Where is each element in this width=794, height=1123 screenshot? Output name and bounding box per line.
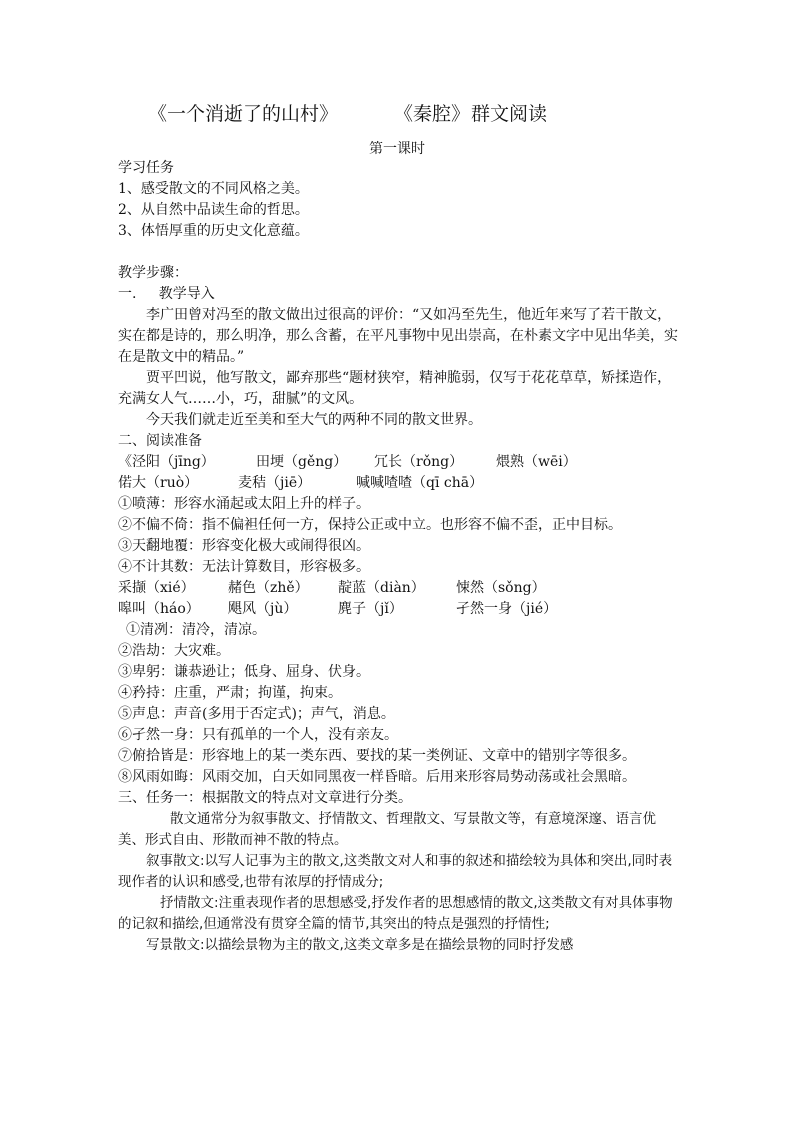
pinyin-item: 飓风（jù） bbox=[228, 601, 298, 617]
intro-paragraph-1: 李广田曾对冯至的散文做出过很高的评价：“又如冯至先生，他近年来写了若干散文，实在都是诗的，那么明净，那么含蓄，在平凡事物中见出崇高，在朴素文字中见出华美，实在是散文中的精品。” bbox=[118, 307, 678, 365]
pinyin-item: 麦秸（jiē） bbox=[238, 475, 312, 491]
document-title bbox=[148, 100, 648, 128]
pinyin-item: 赭色（zhě） bbox=[228, 580, 309, 596]
vocab-item: ⑤声息：声音(多用于否定式)；声气，消息。 bbox=[118, 706, 395, 722]
vocab-item: ①清冽：清冷，清凉。 bbox=[126, 622, 266, 638]
vocab-item: ①喷薄：形容水涌起或太阳上升的样子。 bbox=[118, 496, 370, 512]
intro-paragraph-3: 今天我们就走近至美和至大气的两种不同的散文世界。 bbox=[146, 412, 482, 428]
vocab-item: ④矜持：庄重，严肃；拘谨，拘束。 bbox=[118, 685, 342, 701]
pinyin-item: 悚然（sǒng） bbox=[456, 580, 546, 596]
pinyin-item: 麂子（jǐ） bbox=[338, 601, 403, 617]
pinyin-item: 《泾阳（jīng） bbox=[118, 454, 215, 470]
pinyin-item: 孑然一身（jié） bbox=[456, 601, 558, 617]
pinyin-row-2 bbox=[118, 473, 678, 494]
task-paragraph-4: 写景散文:以描绘景物为主的散文,这类文章多是在描绘景物的同时抒发感 bbox=[146, 937, 574, 953]
pinyin-item: 煨熟（wēi） bbox=[496, 454, 577, 470]
task-paragraph-1: 散文通常分为叙事散文、抒情散文、哲理散文、写景散文等，有意境深邃、语言优美、形式自由、形散而神不散的特点。 bbox=[118, 811, 656, 848]
intro-paragraph-2: 贾平凹说，他写散文，鄙弃那些“题材狭窄，精神脆弱，仅写于花花草草，矫揉造作，充满女人气……小，巧，甜腻”的文风。 bbox=[118, 370, 672, 407]
pinyin-item: 喊喊喳喳（qī chā） bbox=[356, 475, 484, 491]
vocab-item: ⑧风雨如晦：风雨交加，白天如同黑夜一样昏暗。后用来形容局势动荡或社会黑暗。 bbox=[118, 769, 636, 785]
task-paragraph-3: 抒情散文:注重表现作者的思想感受,抒发作者的思想感情的散文,这类散文有对具体事物的记叙和描绘,但通常没有贯穿全篇的情节,其突出的特点是强烈的抒情性; bbox=[118, 895, 673, 932]
lesson-label: 第一课时 bbox=[369, 141, 425, 157]
vocab-item: ④不计其数：无法计算数目，形容极多。 bbox=[118, 559, 370, 575]
task-item: 1、感受散文的不同风格之美。 bbox=[118, 181, 309, 197]
pinyin-item: 田埂（gěng） bbox=[256, 454, 348, 470]
pinyin-row-4 bbox=[118, 599, 678, 620]
title-part-2: 《秦腔》 bbox=[394, 103, 471, 125]
reading-heading: 二、阅读准备 bbox=[118, 433, 202, 449]
document-body bbox=[118, 158, 678, 956]
tasks-heading: 学习任务 bbox=[118, 160, 174, 176]
pinyin-row-1 bbox=[118, 452, 678, 473]
task-item: 2、从自然中品读生命的哲思。 bbox=[118, 202, 309, 218]
task-item: 3、体悟厚重的历史文化意蕴。 bbox=[118, 223, 309, 239]
steps-heading: 教学步骤： bbox=[118, 265, 188, 281]
pinyin-row-3 bbox=[118, 578, 678, 599]
intro-heading: 一. 教学导入 bbox=[118, 286, 215, 302]
pinyin-item: 冗长（rǒng） bbox=[374, 454, 464, 470]
vocab-item: ②不偏不倚：指不偏袒任何一方，保持公正或中立。也形容不偏不歪，正中目标。 bbox=[118, 517, 622, 533]
pinyin-item: 采撷（xié） bbox=[118, 580, 195, 596]
task-paragraph-2: 叙事散文:以写人记事为主的散文,这类散文对人和事的叙述和描绘较为具体和突出,同时表现作者的认识和感受,也带有浓厚的抒情成分; bbox=[118, 853, 673, 890]
vocab-item: ③天翻地覆：形容变化极大或闹得很凶。 bbox=[118, 538, 370, 554]
vocab-item: ⑦俯拾皆是：形容地上的某一类东西、要找的某一类例证、文章中的错别字等很多。 bbox=[118, 748, 636, 764]
pinyin-item: 嗥叫（háo） bbox=[118, 601, 200, 617]
vocab-item: ⑥孑然一身：只有孤单的一个人，没有亲友。 bbox=[118, 727, 398, 743]
pinyin-item: 偌大（ruò） bbox=[118, 475, 199, 491]
pinyin-item: 靛蓝（diàn） bbox=[338, 580, 425, 596]
task-one-heading: 三、任务一：根据散文的特点对文章进行分类。 bbox=[118, 790, 412, 806]
vocab-item: ③卑躬：谦恭逊让；低身、屈身、伏身。 bbox=[118, 664, 370, 680]
title-part-3: 群文阅读 bbox=[471, 103, 548, 125]
vocab-item: ②浩劫：大灾难。 bbox=[118, 643, 230, 659]
title-part-1: 《一个消逝了的山村》 bbox=[148, 103, 339, 125]
